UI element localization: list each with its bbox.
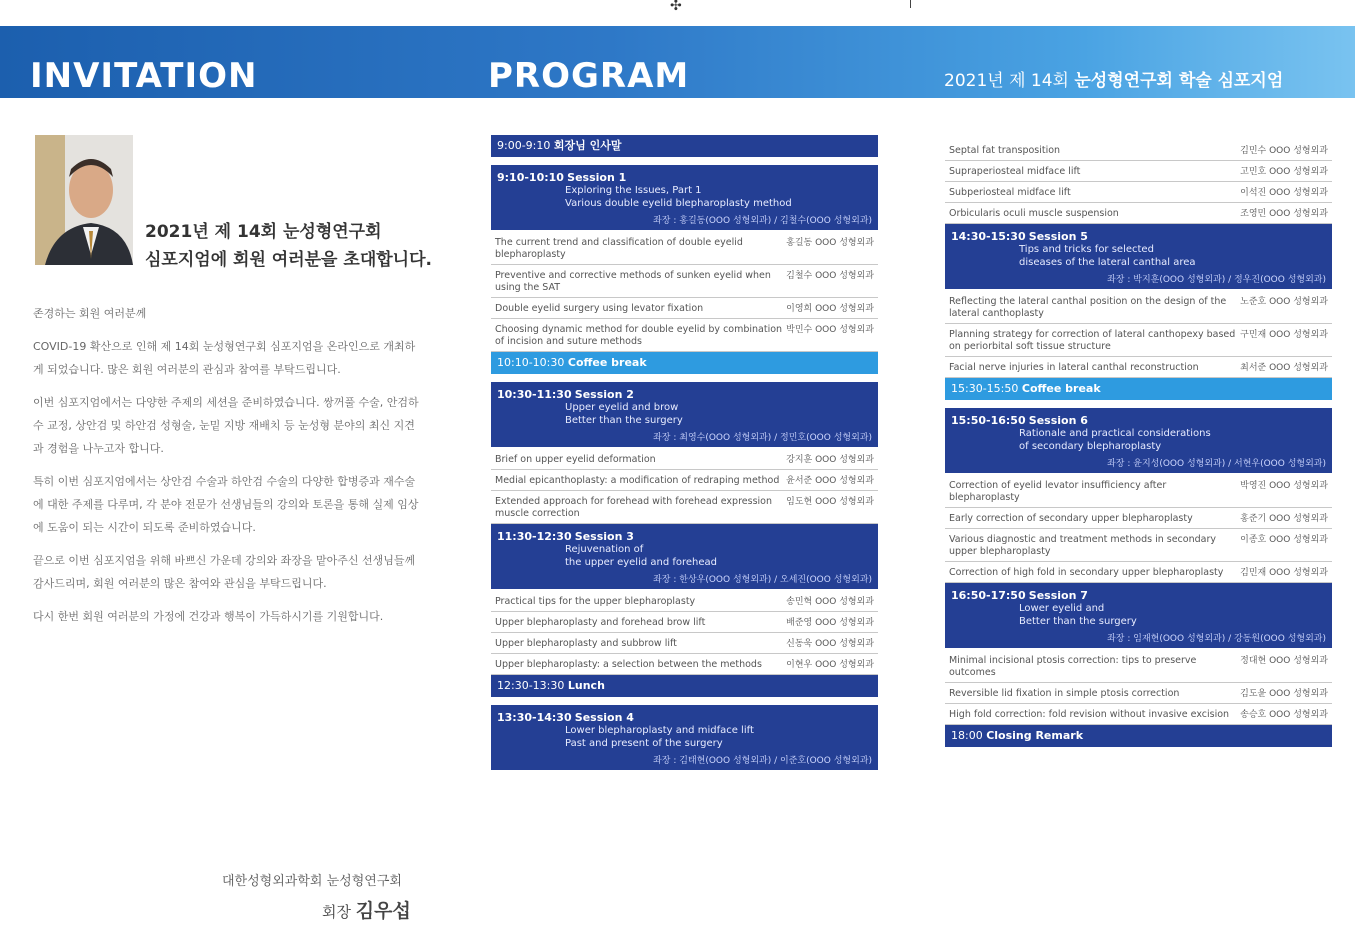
program-heading: PROGRAM xyxy=(488,56,690,96)
bar-title: Coffee break xyxy=(1021,382,1101,395)
talk-speaker: 이종호 OOO 성형외과 xyxy=(1240,535,1328,545)
session-topic: Better than the surgery xyxy=(565,415,683,426)
bar-time: 12:30-13:30 xyxy=(497,679,565,692)
talk-speaker: 김민재 OOO 성형외과 xyxy=(1240,568,1328,578)
talk-row xyxy=(491,491,878,524)
top-strip xyxy=(0,0,1355,26)
letter-paragraph: COVID-19 확산으로 인해 제 14회 눈성형연구회 심포지엄을 온라인으로 개최하게 되었습니다. 많은 회원 여러분의 관심과 참여를 부탁드립니다. xyxy=(33,340,416,376)
coffee-break-bar xyxy=(945,378,1332,400)
program-bar xyxy=(491,135,878,157)
talk-speaker: 송승호 OOO 성형외과 xyxy=(1240,710,1328,720)
session-topic: Rejuvenation of xyxy=(565,544,644,555)
session-header xyxy=(945,224,1332,289)
session-chairs: 좌장 : 김태현(OOO 성형외과) / 이준호(OOO 성형외과) xyxy=(653,756,872,766)
program-bar xyxy=(491,675,878,697)
session-time-row xyxy=(951,589,1326,602)
bar-title: Lunch xyxy=(567,679,605,692)
session-time-row xyxy=(497,388,872,401)
bar-time: 10:10-10:30 xyxy=(497,356,565,369)
talk-row xyxy=(945,357,1332,378)
talk-title: Practical tips for the upper blepharoplasty xyxy=(495,596,696,607)
talk-title: Choosing dynamic method for double eyelid by combination of incision and suture methods xyxy=(495,324,783,347)
talk-row xyxy=(491,449,878,470)
talk-speaker: 이석진 OOO 성형외과 xyxy=(1240,188,1328,198)
session-header xyxy=(491,165,878,230)
talk-title: Various diagnostic and treatment methods in secondary upper blepharoplasty xyxy=(949,534,1216,557)
letter-paragraph: 끝으로 이번 심포지엄을 위해 바쁘신 가운데 강의와 좌장을 맡아주신 선생님들께 감사드리며, 회원 여러분의 많은 참여와 관심을 부탁드립니다. xyxy=(33,554,416,590)
program-column-right xyxy=(945,140,1332,755)
header-banner xyxy=(0,26,1355,98)
talk-speaker: 배준영 OOO 성형외과 xyxy=(786,618,874,628)
bar-title: Coffee break xyxy=(567,356,647,369)
talk-row xyxy=(491,633,878,654)
invitation-title xyxy=(145,218,432,274)
session-time-row xyxy=(497,530,872,543)
talk-speaker: 윤서준 OOO 성형외과 xyxy=(786,476,874,486)
talk-speaker: 이현우 OOO 성형외과 xyxy=(786,660,874,670)
session-chairs: 좌장 : 한상우(OOO 성형외과) / 오세진(OOO 성형외과) xyxy=(653,575,872,585)
session-header xyxy=(491,705,878,770)
talk-title: Correction of high fold in secondary upper blepharoplasty xyxy=(949,567,1224,578)
session-topic: Exploring the Issues, Part 1 xyxy=(565,185,702,196)
bar-time: 18:00 xyxy=(951,729,983,742)
talk-row xyxy=(491,265,878,298)
talk-row xyxy=(491,654,878,675)
session-chairs: 좌장 : 윤지성(OOO 성형외과) / 서현우(OOO 성형외과) xyxy=(1107,459,1326,469)
talk-row xyxy=(491,612,878,633)
event-title-year: 2021년 제 14회 xyxy=(944,71,1075,91)
session-time: 11:30-12:30 xyxy=(497,530,572,543)
letter-greeting: 존경하는 회원 여러분께 xyxy=(33,307,147,320)
talk-row xyxy=(945,562,1332,583)
talk-row xyxy=(945,683,1332,704)
signature-president xyxy=(322,896,411,923)
talk-row xyxy=(945,291,1332,324)
session-header xyxy=(491,524,878,589)
talk-speaker: 이영희 OOO 성형외과 xyxy=(786,304,874,314)
session-name: Session 4 xyxy=(574,711,634,724)
coffee-break-bar xyxy=(491,352,878,374)
talk-row xyxy=(491,591,878,612)
talk-title: Correction of eyelid levator insufficiency after blepharoplasty xyxy=(949,480,1167,503)
talk-speaker: 박영진 OOO 성형외과 xyxy=(1240,481,1328,491)
session-name: Session 3 xyxy=(574,530,634,543)
session-chairs: 좌장 : 임재현(OOO 성형외과) / 강동원(OOO 성형외과) xyxy=(1107,634,1326,644)
session-topic: the upper eyelid and forehead xyxy=(565,557,718,568)
session-time: 9:10-10:10 xyxy=(497,171,564,184)
session-topic: Tips and tricks for selected xyxy=(1019,244,1154,255)
session-topic: diseases of the lateral canthal area xyxy=(1019,257,1196,268)
session-name: Session 2 xyxy=(574,388,634,401)
event-title xyxy=(944,66,1283,91)
session-time: 10:30-11:30 xyxy=(497,388,572,401)
talk-title: Supraperiosteal midface lift xyxy=(949,166,1081,177)
program-bar xyxy=(945,725,1332,747)
talk-speaker: 홍준기 OOO 성형외과 xyxy=(1240,514,1328,524)
talk-row xyxy=(945,161,1332,182)
talk-speaker: 김철수 OOO 성형외과 xyxy=(786,271,874,281)
talk-title: Medial epicanthoplasty: a modification of redraping method xyxy=(495,475,780,486)
invitation-letter xyxy=(33,302,423,638)
session-header xyxy=(945,408,1332,473)
session-topic: Various double eyelid blepharoplasty method xyxy=(565,198,792,209)
talk-speaker: 최서준 OOO 성형외과 xyxy=(1240,363,1328,373)
talk-speaker: 박민수 OOO 성형외과 xyxy=(786,325,874,335)
talk-speaker: 정대현 OOO 성형외과 xyxy=(1240,656,1328,666)
talk-title: Upper blepharoplasty and subbrow lift xyxy=(495,638,677,649)
talk-row xyxy=(945,140,1332,161)
talk-row xyxy=(945,704,1332,725)
talk-title: Planning strategy for correction of lateral canthopexy based on periorbital soft tissue structure xyxy=(949,329,1236,352)
talk-speaker: 고민호 OOO 성형외과 xyxy=(1240,167,1328,177)
program-column-left xyxy=(491,135,878,772)
session-chairs: 좌장 : 홍길동(OOO 성형외과) / 김철수(OOO 성형외과) xyxy=(653,216,872,226)
talk-title: Double eyelid surgery using levator fixation xyxy=(495,303,704,314)
talk-row xyxy=(491,470,878,491)
talk-title: Preventive and corrective methods of sunken eyelid when using the SAT xyxy=(495,270,771,293)
talk-row xyxy=(945,650,1332,683)
talk-speaker: 홍길동 OOO 성형외과 xyxy=(786,238,874,248)
talk-title: Facial nerve injuries in lateral canthal reconstruction xyxy=(949,362,1199,373)
session-time-row xyxy=(951,414,1326,427)
talk-speaker: 조영민 OOO 성형외과 xyxy=(1240,209,1328,219)
talk-row xyxy=(945,475,1332,508)
portrait-image xyxy=(35,135,133,265)
talk-title: Reflecting the lateral canthal position on the design of the lateral canthoplasty xyxy=(949,296,1227,319)
talk-title: Upper blepharoplasty: a selection between the methods xyxy=(495,659,762,670)
talk-speaker: 송민혁 OOO 성형외과 xyxy=(786,597,874,607)
talk-title: Reversible lid fixation in simple ptosis correction xyxy=(949,688,1180,699)
session-name: Session 6 xyxy=(1028,414,1088,427)
session-topic: Rationale and practical considerations xyxy=(1019,428,1211,439)
bar-title: 회장님 인사말 xyxy=(553,139,622,152)
talk-title: Extended approach for forehead with forehead expression muscle correction xyxy=(495,496,772,519)
talk-row xyxy=(945,529,1332,562)
talk-title: Brief on upper eyelid deformation xyxy=(495,454,656,465)
session-time: 13:30-14:30 xyxy=(497,711,572,724)
session-time-row xyxy=(951,230,1326,243)
session-topic: Better than the surgery xyxy=(1019,616,1137,627)
talk-title: Early correction of secondary upper blepharoplasty xyxy=(949,513,1193,524)
talk-row xyxy=(945,203,1332,224)
invitation-heading: INVITATION xyxy=(30,56,258,96)
letter-paragraph: 이번 심포지엄에서는 다양한 주제의 세션을 준비하였습니다. 쌍꺼풀 수술, 안검하수 교정, 상안검 및 하안검 성형술, 눈밑 지방 재배치 등 눈성형 분야의 최신 지견과 경험을 나누고자 합니다. xyxy=(33,396,419,455)
talk-row xyxy=(491,298,878,319)
talk-speaker: 노준호 OOO 성형외과 xyxy=(1240,297,1328,307)
talk-speaker: 김민수 OOO 성형외과 xyxy=(1240,146,1328,156)
session-time: 14:30-15:30 xyxy=(951,230,1026,243)
president-name: 김우섭 xyxy=(355,900,411,922)
bar-title: Closing Remark xyxy=(986,729,1084,742)
talk-row xyxy=(491,319,878,352)
session-topic: Upper eyelid and brow xyxy=(565,402,679,413)
event-title-name: 눈성형연구회 학술 심포지엄 xyxy=(1074,71,1284,91)
invitation-title-line1: 2021년 제 14회 눈성형연구회 xyxy=(145,222,382,242)
crop-mark-icon: ✣ xyxy=(670,0,682,14)
talk-title: The current trend and classification of double eyelid blepharoplasty xyxy=(495,237,743,260)
session-name: Session 7 xyxy=(1028,589,1088,602)
talk-row xyxy=(491,232,878,265)
talk-title: Minimal incisional ptosis correction: tips to preserve outcomes xyxy=(949,655,1197,678)
session-time: 15:50-16:50 xyxy=(951,414,1026,427)
president-label: 회장 xyxy=(322,903,351,921)
talk-speaker: 김도윤 OOO 성형외과 xyxy=(1240,689,1328,699)
talk-title: High fold correction: fold revision without invasive excision xyxy=(949,709,1230,720)
talk-row xyxy=(945,182,1332,203)
letter-paragraph: 다시 한번 회원 여러분의 가정에 건강과 행복이 가득하시기를 기원합니다. xyxy=(33,610,384,623)
session-chairs: 좌장 : 최영수(OOO 성형외과) / 정민호(OOO 성형외과) xyxy=(653,433,872,443)
talk-speaker: 임도현 OOO 성형외과 xyxy=(786,497,874,507)
bar-time: 15:30-15:50 xyxy=(951,382,1019,395)
session-time-row xyxy=(497,711,872,724)
session-header xyxy=(491,382,878,447)
talk-speaker: 구민재 OOO 성형외과 xyxy=(1240,330,1328,340)
talk-title: Upper blepharoplasty and forehead brow lift xyxy=(495,617,706,628)
session-name: Session 1 xyxy=(567,171,627,184)
president-photo xyxy=(35,135,133,265)
talk-speaker: 강지훈 OOO 성형외과 xyxy=(786,455,874,465)
talk-row xyxy=(945,508,1332,529)
session-header xyxy=(945,583,1332,648)
session-time: 16:50-17:50 xyxy=(951,589,1026,602)
session-topic: Past and present of the surgery xyxy=(565,738,723,749)
talk-title: Orbicularis oculi muscle suspension xyxy=(949,208,1119,219)
talk-title: Septal fat transposition xyxy=(949,145,1061,156)
session-time-row xyxy=(497,171,872,184)
signature-org: 대한성형외과학회 눈성형연구회 xyxy=(222,874,402,889)
talk-title: Subperiosteal midface lift xyxy=(949,187,1071,198)
talk-speaker: 신동욱 OOO 성형외과 xyxy=(786,639,874,649)
session-topic: of secondary blepharoplasty xyxy=(1019,441,1162,452)
session-name: Session 5 xyxy=(1028,230,1088,243)
invitation-title-line2: 심포지엄에 회원 여러분을 초대합니다. xyxy=(145,250,432,270)
crop-tick xyxy=(910,0,911,8)
talk-row xyxy=(945,324,1332,357)
session-topic: Lower blepharoplasty and midface lift xyxy=(565,725,754,736)
session-topic: Lower eyelid and xyxy=(1019,603,1105,614)
bar-time: 9:00-9:10 xyxy=(497,139,551,152)
letter-paragraph: 특히 이번 심포지엄에서는 상안검 수술과 하안검 수술의 다양한 합병증과 재수술에 대한 주제를 다루며, 각 분야 전문가 선생님들의 강의와 토론을 통해 실제 임상에 도움이 되는 시간이 되도록 준비하였습니다. xyxy=(33,475,419,534)
session-chairs: 좌장 : 박지훈(OOO 성형외과) / 정우진(OOO 성형외과) xyxy=(1107,275,1326,285)
